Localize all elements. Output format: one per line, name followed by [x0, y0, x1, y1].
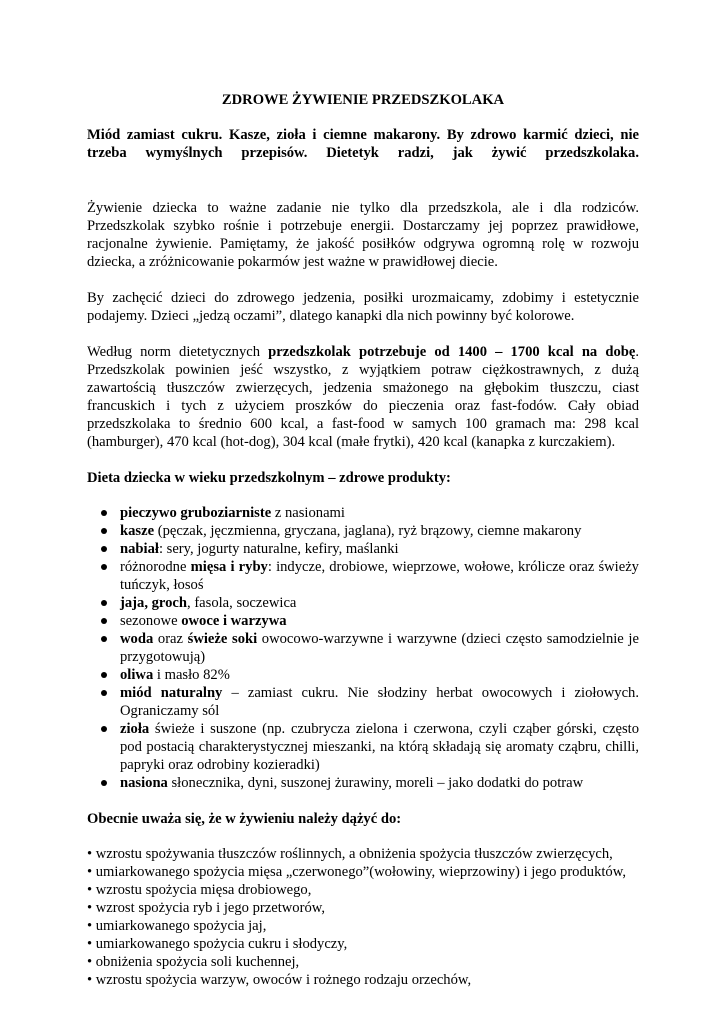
- product-name: nabiał: [120, 541, 159, 557]
- list-item: [87, 684, 639, 720]
- product-name: nasiona: [120, 775, 168, 791]
- product-name: świeże soki: [187, 631, 258, 647]
- products-list: [87, 504, 639, 792]
- product-name: zioła: [120, 721, 150, 737]
- list-item: [87, 720, 639, 774]
- list-item: [87, 522, 639, 540]
- bullet-icon: [101, 600, 107, 606]
- list-item: [87, 504, 639, 522]
- list-item: • wzrostu spożycia warzyw, owoców i rożnego rodzaju orzechów,: [87, 972, 472, 988]
- product-text: sezonowe: [120, 613, 182, 629]
- list-item: [87, 630, 639, 666]
- bullet-icon: [101, 618, 107, 624]
- product-text: (pęczak, jęczmienna, gryczana, jaglana), ryż brązowy, ciemne makarony: [154, 523, 582, 539]
- product-text: oraz: [153, 631, 188, 647]
- product-text: : sery, jogurty naturalne, kefiry, maślanki: [158, 541, 399, 557]
- document-title: ZDROWE ŻYWIENIE PRZEDSZKOLAKA: [221, 92, 505, 108]
- bullet-icon: [101, 672, 107, 678]
- product-name: oliwa: [120, 667, 154, 683]
- bullet-icon: [101, 780, 107, 786]
- list-item: [87, 666, 639, 684]
- product-text: z nasionami: [271, 505, 345, 521]
- product-name: kasze: [120, 523, 155, 539]
- list-item: • wzrost spożycia ryb i jego przetworów,: [87, 900, 325, 916]
- calorie-text-bold: przedszkolak potrzebuje od 1400 – 1700 kcal na dobę: [268, 344, 636, 360]
- product-name: woda: [120, 631, 154, 647]
- list-item: [87, 558, 639, 594]
- product-name: jaja, groch: [120, 595, 188, 611]
- goals-heading: Obecnie uważa się, że w żywieniu należy dążyć do:: [87, 811, 402, 827]
- product-name: owoce i warzywa: [181, 613, 287, 629]
- product-text: słonecznika, dyni, suszonej żurawiny, moreli – jako dodatki do potraw: [167, 775, 584, 791]
- product-text: , fasola, soczewica: [187, 595, 297, 611]
- list-item: • umiarkowanego spożycia cukru i słodyczy,: [87, 936, 348, 952]
- paragraph-calorie-norms: [87, 343, 639, 451]
- bullet-icon: [101, 510, 107, 516]
- bullet-icon: [101, 546, 107, 552]
- list-item: • wzrostu spożycia mięsa drobiowego,: [87, 882, 312, 898]
- bullet-icon: [101, 564, 107, 570]
- goals-list: [87, 845, 639, 989]
- product-name: pieczywo gruboziarniste: [120, 505, 272, 521]
- product-text: : indycze, drobiowe, wieprzowe, wołowe, królicze oraz świeży tuńczyk, łosoś: [120, 559, 639, 593]
- product-name: miód naturalny: [120, 685, 223, 701]
- list-item: • wzrostu spożywania tłuszczów roślinnych, a obniżenia spożycia tłuszczów zwierzęcych,: [87, 846, 613, 862]
- bullet-icon: [101, 690, 107, 696]
- product-text: – zamiast cukru. Nie słodziny herbat owocowych i ziołowych. Ograniczamy sól: [120, 685, 639, 719]
- calorie-text-before: Według norm dietetycznych: [87, 344, 269, 360]
- list-item: • umiarkowanego spożycia mięsa „czerwonego”(wołowiny, wieprzowiny) i jego produktów,: [87, 864, 626, 880]
- lead-line-1: Miód zamiast cukru. Kasze, zioła i ciemne makarony. By zdrowo karmić dzieci, nie: [87, 127, 639, 143]
- bullet-icon: [101, 726, 107, 732]
- product-name: mięsa i ryby: [190, 559, 268, 575]
- bullet-icon: [101, 636, 107, 642]
- bullet-icon: [101, 528, 107, 534]
- paragraph-nutrition-intro: Żywienie dziecka to ważne zadanie nie tylko dla przedszkola, ale i dla rodziców. Przedszkolak szybko rośnie i potrzebuje energii. Dostarczamy jej poprzez prawidłowe, racjonalne żywienie. Pamiętamy, że jakość posiłków odgrywa ogromną rolę w rozwoju dziecka, a zróżnicowanie pokarmów jest ważne w prawidłowej diecie.: [87, 200, 639, 270]
- list-item: • obniżenia spożycia soli kuchennej,: [87, 954, 300, 970]
- product-text: i masło 82%: [153, 667, 230, 683]
- lead-paragraph: [87, 126, 639, 162]
- product-text: owocowo-warzywne i warzywne (dzieci często samodzielnie je przygotowują): [120, 631, 639, 665]
- list-item: [87, 594, 639, 612]
- list-item: • umiarkowanego spożycia jaj,: [87, 918, 267, 934]
- list-item: [87, 774, 639, 792]
- document-body: [87, 91, 639, 989]
- calorie-text-after: . Przedszkolak powinien jeść wszystko, z wyjątkiem potraw ciężkostrawnych, z dużą zawartością tłuszczów zwierzęcych, jedzenia smażonego na głębokim tłuszczu, ciast francuskich i tych z użyciem proszków do pieczenia oraz fast-fodów. Cały obiad przedszkolaka to średnio 600 kcal, a fast-food w samych 100 gramach ma: 298 kcal (hamburger), 470 kcal (hot-dog), 304 kcal (małe frytki), 420 kcal (kanapka z kurczakiem).: [87, 344, 639, 450]
- product-text: świeże i suszone (np. czubrycza zielona i czerwona, czyli cząber górski, często pod postacią charakterystycznej mieszanki, na którą składają się aromaty cząbru, chilli, papryki oraz odrobiny kozieradki): [120, 721, 639, 773]
- lead-line-2: trzeba wymyślnych przepisów. Dietetyk radzi, jak żywić przedszkolaka.: [87, 145, 639, 161]
- paragraph-encourage-eating: By zachęcić dzieci do zdrowego jedzenia, posiłki urozmaicamy, zdobimy i estetycznie podajemy. Dzieci „jedzą oczami”, dlatego kanapki dla nich powinny być kolorowe.: [87, 290, 639, 324]
- product-text: różnorodne: [120, 559, 191, 575]
- list-item: [87, 612, 639, 630]
- products-heading: Dieta dziecka w wieku przedszkolnym – zdrowe produkty:: [87, 470, 451, 486]
- list-item: [87, 540, 639, 558]
